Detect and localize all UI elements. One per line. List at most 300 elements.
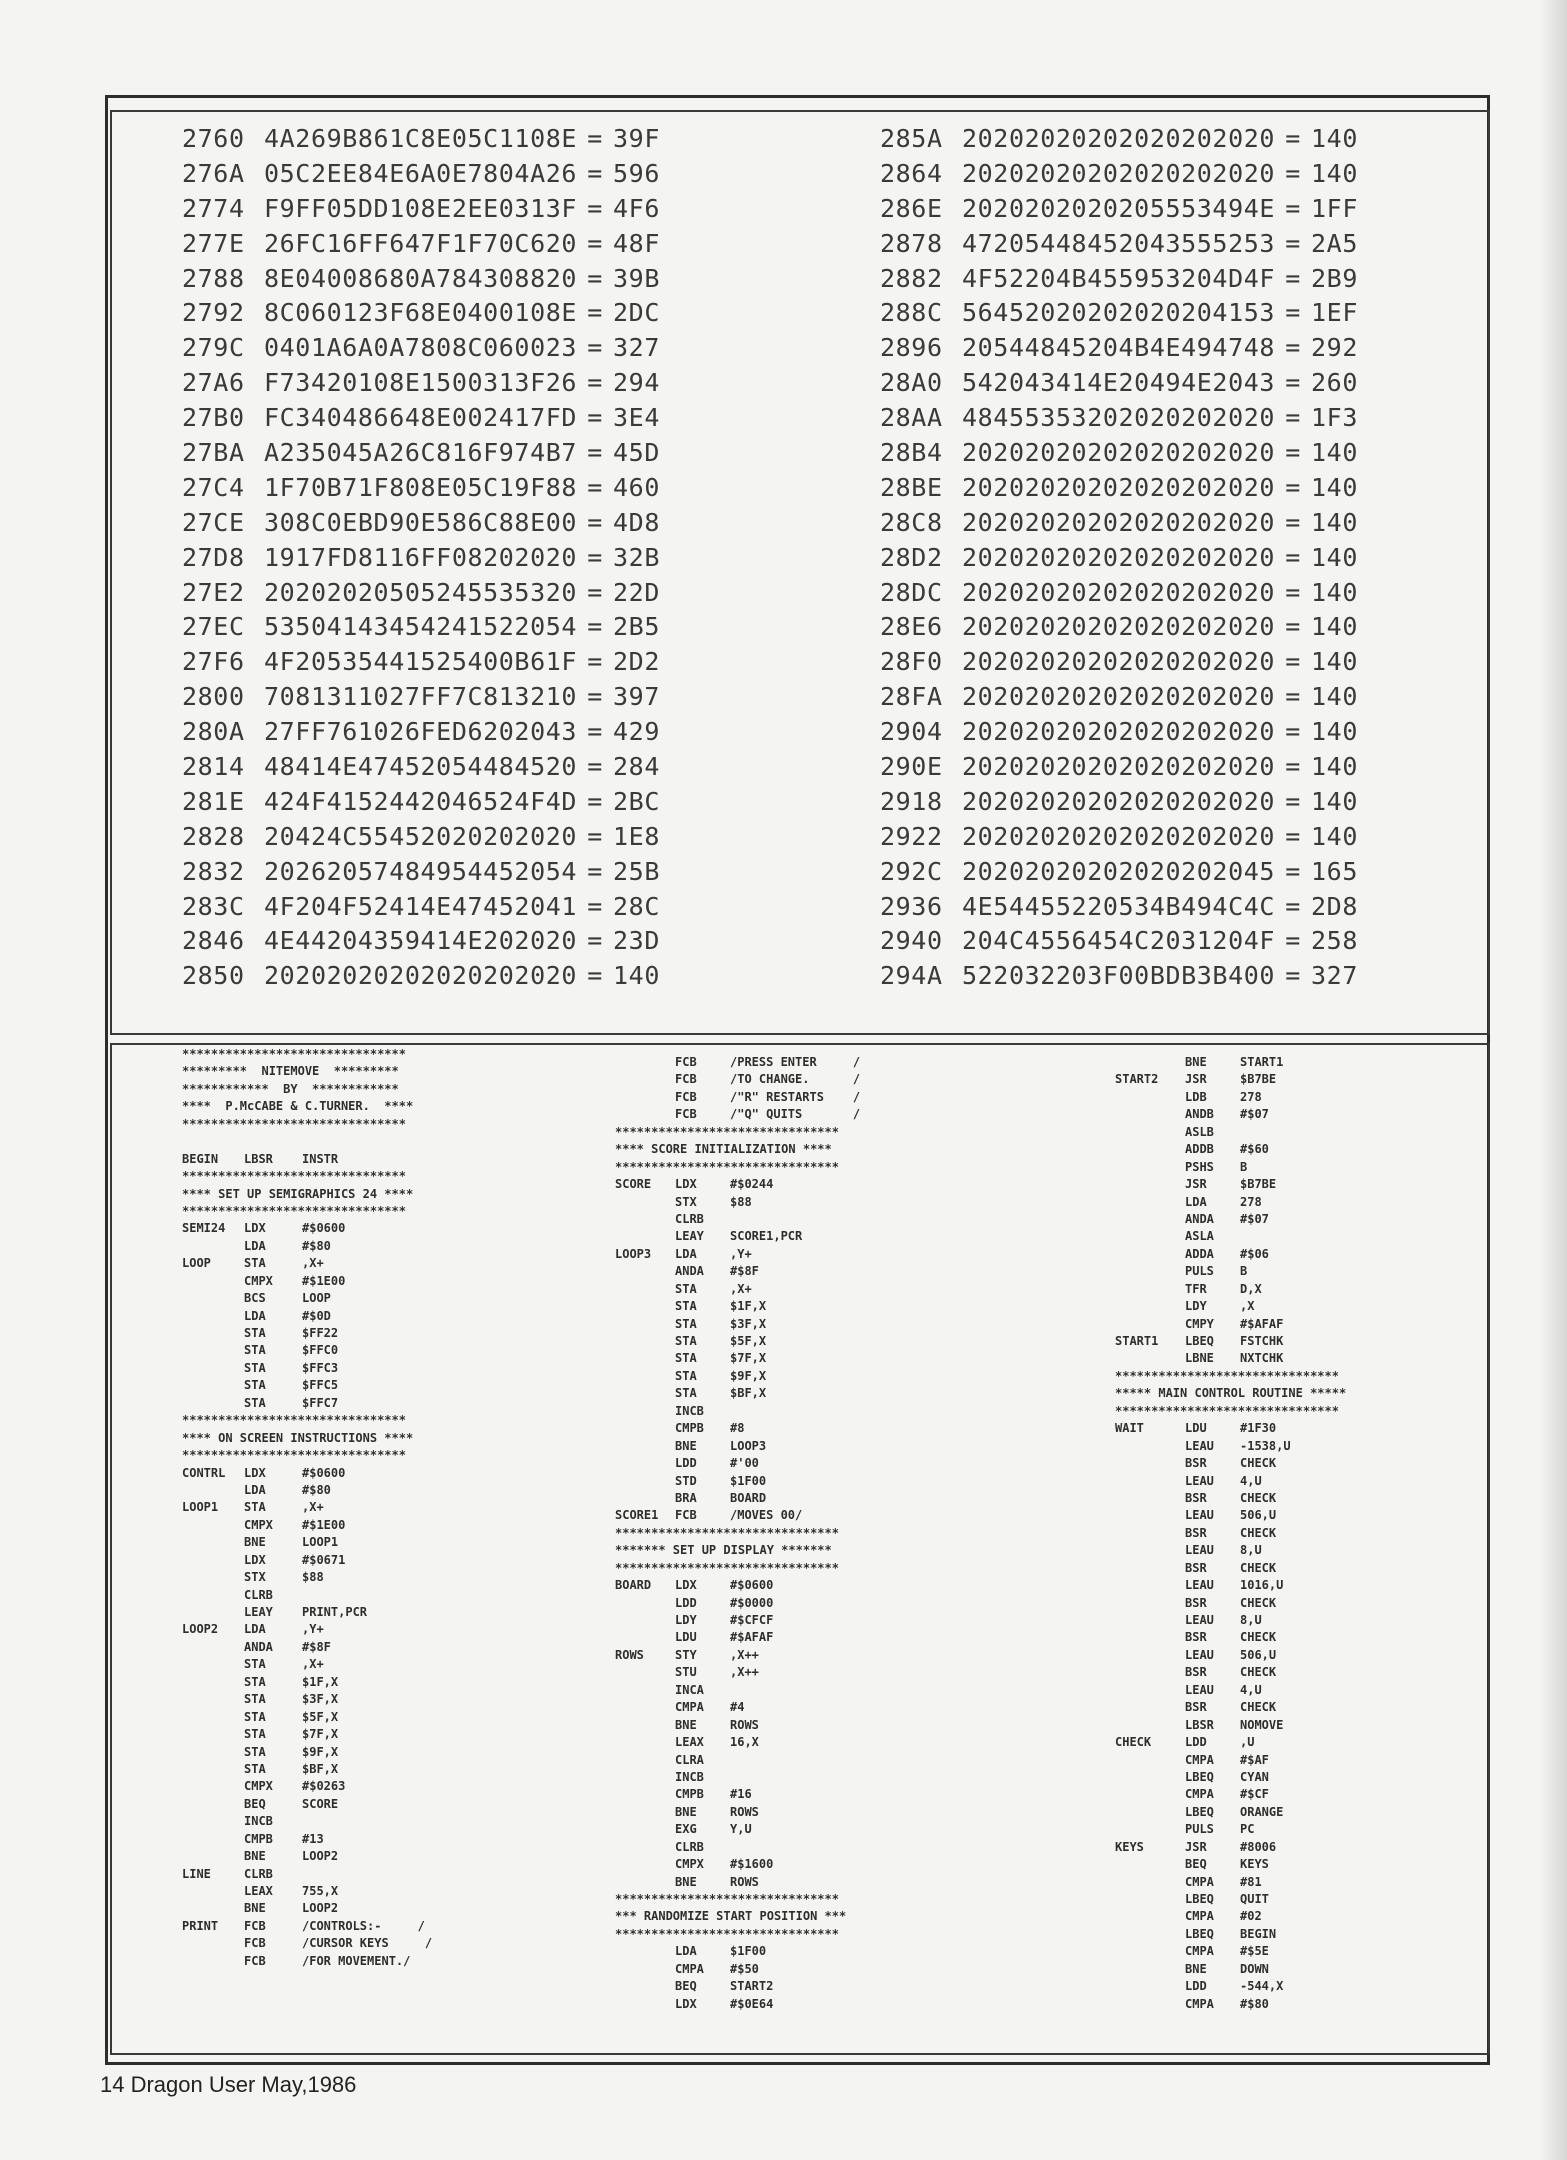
asm-operand: KEYS bbox=[1240, 1857, 1269, 1872]
asm-line bbox=[1115, 1612, 1440, 1629]
asm-opcode: CLRB bbox=[675, 1839, 704, 1854]
equals-sign: = bbox=[1285, 926, 1301, 956]
hex-row bbox=[880, 855, 1358, 890]
asm-line bbox=[1115, 1752, 1440, 1769]
asm-line bbox=[615, 1786, 960, 1803]
asm-opcode: LDX bbox=[244, 1221, 266, 1236]
hex-address: 294A bbox=[880, 961, 943, 991]
asm-operand: QUIT bbox=[1240, 1892, 1269, 1906]
asm-line bbox=[182, 1674, 492, 1691]
asm-line bbox=[615, 1298, 960, 1315]
asm-opcode: STA bbox=[244, 1500, 266, 1515]
asm-opcode: STA bbox=[244, 1657, 266, 1672]
asm-opcode: BEQ bbox=[1185, 1857, 1207, 1872]
asm-line bbox=[1115, 1804, 1440, 1821]
asm-operand: /CONTROLS:- / bbox=[302, 1918, 425, 1933]
asm-line bbox=[615, 1647, 960, 1664]
hex-row bbox=[182, 924, 660, 959]
hex-row bbox=[880, 785, 1358, 820]
asm-label: LOOP2 bbox=[182, 1622, 219, 1637]
asm-comment-banner: **** P.McCABE & C.TURNER. **** bbox=[182, 1099, 414, 1114]
equals-sign: = bbox=[1285, 507, 1301, 537]
equals-sign: = bbox=[1285, 542, 1301, 572]
asm-line bbox=[1115, 1124, 1440, 1141]
hex-data: 308C0EBD90E586C88E00 bbox=[264, 507, 578, 537]
hex-data: 20202020202020202020 bbox=[962, 752, 1276, 782]
asm-operand: #$0600 bbox=[302, 1221, 346, 1236]
asm-label: CONTRL bbox=[182, 1465, 226, 1480]
asm-operand: NXTCHK bbox=[1240, 1351, 1284, 1366]
hex-data: 1F70B71F808E05C19F88 bbox=[264, 472, 578, 502]
asm-line bbox=[615, 1891, 960, 1908]
equals-sign: = bbox=[587, 926, 603, 956]
asm-opcode: LDX bbox=[675, 1996, 697, 2011]
hex-row bbox=[182, 890, 660, 925]
hex-row bbox=[880, 331, 1358, 366]
hex-data: 20202020202020202020 bbox=[962, 438, 1276, 468]
asm-operand: #$5E bbox=[1240, 1944, 1269, 1959]
asm-operand: $1F00 bbox=[730, 1473, 767, 1488]
asm-opcode: CMPY bbox=[1185, 1316, 1214, 1331]
hex-row bbox=[182, 855, 660, 890]
hex-checksum: 32B bbox=[613, 542, 660, 572]
asm-operand: ORANGE bbox=[1240, 1804, 1284, 1819]
hex-checksum: 294 bbox=[613, 368, 660, 398]
hex-checksum: 2D8 bbox=[1311, 891, 1358, 921]
asm-opcode: CMPA bbox=[1185, 1787, 1214, 1802]
asm-operand: LOOP3 bbox=[730, 1438, 767, 1453]
hex-row bbox=[182, 122, 660, 157]
equals-sign: = bbox=[587, 472, 603, 502]
asm-line bbox=[615, 1769, 960, 1786]
hex-data: 0401A6A0A7808C060023 bbox=[264, 333, 578, 363]
hex-row bbox=[182, 366, 660, 401]
asm-opcode: BNE bbox=[1185, 1961, 1207, 1976]
asm-opcode: TFR bbox=[1185, 1281, 1207, 1296]
asm-line bbox=[1115, 1263, 1440, 1280]
asm-label: SCORE bbox=[615, 1177, 652, 1192]
asm-opcode: LBEQ bbox=[1185, 1769, 1214, 1784]
asm-operand: $88 bbox=[730, 1194, 752, 1209]
asm-line bbox=[1115, 1961, 1440, 1978]
equals-sign: = bbox=[587, 228, 603, 258]
asm-opcode: BSR bbox=[1185, 1595, 1207, 1610]
hex-address: 27BA bbox=[182, 438, 245, 468]
hex-checksum: 22D bbox=[613, 577, 660, 607]
equals-sign: = bbox=[1285, 647, 1301, 677]
asm-label: SEMI24 bbox=[182, 1221, 226, 1236]
asm-line bbox=[1115, 1786, 1440, 1803]
asm-line bbox=[615, 1211, 960, 1228]
asm-line bbox=[182, 1778, 492, 1795]
asm-operand: 755,X bbox=[302, 1884, 339, 1898]
asm-line bbox=[182, 1133, 492, 1150]
asm-line bbox=[182, 1273, 492, 1290]
hex-address: 28C8 bbox=[880, 507, 943, 537]
asm-opcode: LEAY bbox=[675, 1229, 704, 1244]
asm-line bbox=[615, 1560, 960, 1577]
asm-line bbox=[615, 1734, 960, 1751]
hex-row bbox=[880, 157, 1358, 192]
asm-opcode: LDA bbox=[675, 1944, 697, 1959]
asm-line bbox=[615, 1612, 960, 1629]
asm-opcode: CMPA bbox=[1185, 1752, 1214, 1767]
hex-address: 286E bbox=[880, 193, 943, 223]
asm-line bbox=[615, 1542, 960, 1559]
asm-comment-banner: ******************************* bbox=[182, 1413, 406, 1428]
equals-sign: = bbox=[1285, 193, 1301, 223]
asm-line bbox=[1115, 1577, 1440, 1594]
asm-comment-banner: ******************************* bbox=[615, 1926, 839, 1941]
asm-opcode: LDY bbox=[675, 1613, 697, 1627]
hex-checksum: 39B bbox=[613, 263, 660, 293]
asm-opcode: STA bbox=[244, 1395, 266, 1410]
hex-checksum: 2D2 bbox=[613, 647, 660, 677]
asm-line bbox=[182, 1848, 492, 1865]
asm-operand: START1 bbox=[1240, 1055, 1284, 1069]
asm-opcode: STA bbox=[675, 1351, 697, 1366]
asm-opcode: BNE bbox=[675, 1717, 697, 1732]
hex-checksum: 45D bbox=[613, 438, 660, 468]
asm-line bbox=[1115, 1891, 1440, 1908]
asm-opcode: CMPA bbox=[675, 1961, 704, 1976]
asm-opcode: LEAU bbox=[1185, 1613, 1214, 1627]
hex-row bbox=[880, 471, 1358, 506]
asm-opcode: LEAU bbox=[1185, 1543, 1214, 1558]
asm-opcode: LEAU bbox=[1185, 1473, 1214, 1488]
asm-operand: #1F30 bbox=[1240, 1421, 1277, 1436]
asm-operand: #$07 bbox=[1240, 1211, 1269, 1226]
asm-opcode: CMPX bbox=[675, 1857, 704, 1872]
hex-checksum: 23D bbox=[613, 926, 660, 956]
asm-operand: $5F,X bbox=[302, 1709, 339, 1724]
asm-opcode: INCB bbox=[675, 1403, 704, 1418]
asm-opcode: FCB bbox=[675, 1072, 697, 1087]
hex-address: 2940 bbox=[880, 926, 943, 956]
hex-address: 28F0 bbox=[880, 647, 943, 677]
asm-operand: ,X bbox=[1240, 1299, 1255, 1314]
equals-sign: = bbox=[1285, 752, 1301, 782]
asm-line bbox=[1115, 1507, 1440, 1524]
asm-operand: $FFC0 bbox=[302, 1343, 339, 1358]
asm-opcode: LDD bbox=[1185, 1735, 1207, 1750]
asm-line bbox=[615, 1804, 960, 1821]
asm-line bbox=[1115, 1542, 1440, 1559]
hex-data: 48455353202020202020 bbox=[962, 403, 1276, 433]
asm-operand: LOOP2 bbox=[302, 1849, 339, 1864]
asm-opcode: BNE bbox=[675, 1438, 697, 1453]
hex-data: 4F20535441525400B61F bbox=[264, 647, 578, 677]
hex-address: 27D8 bbox=[182, 542, 245, 572]
hex-row bbox=[182, 436, 660, 471]
hex-checksum: 2A5 bbox=[1311, 228, 1358, 258]
hex-address: 2814 bbox=[182, 752, 245, 782]
asm-operand: ,X+ bbox=[302, 1500, 324, 1515]
asm-line bbox=[182, 1552, 492, 1569]
hex-address: 2800 bbox=[182, 682, 245, 712]
asm-operand: #$0263 bbox=[302, 1779, 346, 1794]
asm-opcode: LDD bbox=[675, 1456, 697, 1471]
asm-label: KEYS bbox=[1115, 1839, 1144, 1854]
asm-operand: CHECK bbox=[1240, 1665, 1277, 1680]
asm-opcode: LEAX bbox=[675, 1735, 704, 1750]
hex-address: 285A bbox=[880, 124, 943, 153]
hex-row bbox=[880, 436, 1358, 471]
asm-line bbox=[1115, 1246, 1440, 1263]
asm-comment-banner: **** SET UP SEMIGRAPHICS 24 **** bbox=[182, 1186, 414, 1201]
asm-opcode: LDA bbox=[244, 1308, 266, 1323]
hex-address: 27F6 bbox=[182, 647, 245, 677]
hex-checksum: 1EF bbox=[1311, 298, 1358, 328]
hex-data: 48414E47452054484520 bbox=[264, 752, 578, 782]
equals-sign: = bbox=[1285, 961, 1301, 991]
hex-data: FC340486648E002417FD bbox=[264, 403, 578, 433]
asm-comment-banner: ******************************* bbox=[1115, 1403, 1339, 1418]
asm-line bbox=[615, 1455, 960, 1472]
asm-opcode: STA bbox=[244, 1744, 266, 1759]
asm-opcode: FCB bbox=[675, 1107, 697, 1122]
hex-address: 288C bbox=[880, 298, 943, 328]
asm-opcode: FCB bbox=[244, 1936, 266, 1951]
hex-row bbox=[880, 820, 1358, 855]
hex-data: 20202020202020202045 bbox=[962, 856, 1276, 886]
asm-operand: #8 bbox=[730, 1421, 745, 1436]
asm-comment-banner: ******************************* bbox=[182, 1203, 406, 1218]
asm-opcode: LDX bbox=[675, 1578, 697, 1593]
asm-opcode: BSR bbox=[1185, 1560, 1207, 1575]
hex-checksum: 460 bbox=[613, 472, 660, 502]
hex-data: 424F4152442046524F4D bbox=[264, 786, 578, 816]
asm-line bbox=[1115, 1839, 1440, 1856]
asm-line bbox=[182, 1534, 492, 1551]
asm-line bbox=[1115, 1071, 1440, 1088]
hex-checksum: 2BC bbox=[613, 786, 660, 816]
hex-checksum: 140 bbox=[1311, 612, 1358, 642]
asm-operand: #$1E00 bbox=[302, 1517, 346, 1532]
asm-line bbox=[1115, 1211, 1440, 1228]
asm-operand: NOMOVE bbox=[1240, 1717, 1284, 1732]
asm-line bbox=[182, 1098, 492, 1115]
asm-opcode: STA bbox=[244, 1692, 266, 1707]
asm-comment-banner: ******************************* bbox=[615, 1560, 839, 1575]
asm-opcode: CMPX bbox=[244, 1779, 273, 1794]
hex-checksum: 292 bbox=[1311, 333, 1358, 363]
equals-sign: = bbox=[587, 368, 603, 398]
hex-address: 290E bbox=[880, 752, 943, 782]
asm-operand: ,X++ bbox=[730, 1647, 759, 1662]
asm-label: PRINT bbox=[182, 1918, 219, 1933]
asm-operand: ,Y+ bbox=[302, 1622, 324, 1637]
asm-line bbox=[182, 1465, 492, 1482]
asm-operand: #$0671 bbox=[302, 1552, 346, 1567]
asm-opcode: BNE bbox=[1185, 1055, 1207, 1069]
asm-line bbox=[615, 1943, 960, 1960]
asm-line bbox=[182, 1761, 492, 1778]
asm-operand: BEGIN bbox=[1240, 1926, 1277, 1941]
asm-operand: LOOP1 bbox=[302, 1535, 339, 1550]
asm-comment-banner: ******************************* bbox=[615, 1525, 839, 1540]
asm-opcode: LDU bbox=[675, 1630, 697, 1645]
equals-sign: = bbox=[1285, 368, 1301, 398]
asm-line bbox=[182, 1325, 492, 1342]
asm-opcode: JSR bbox=[1185, 1177, 1207, 1192]
asm-line bbox=[1115, 1159, 1440, 1176]
asm-operand: 278 bbox=[1240, 1194, 1262, 1209]
hex-checksum: 140 bbox=[1311, 786, 1358, 816]
asm-opcode: CLRA bbox=[675, 1752, 704, 1767]
equals-sign: = bbox=[587, 403, 603, 433]
hex-address: 28A0 bbox=[880, 368, 943, 398]
asm-line bbox=[182, 1709, 492, 1726]
asm-line bbox=[1115, 1978, 1440, 1995]
asm-label: LOOP bbox=[182, 1256, 211, 1271]
asm-operand: CHECK bbox=[1240, 1456, 1277, 1471]
asm-operand: CHECK bbox=[1240, 1560, 1277, 1575]
asm-operand: $5F,X bbox=[730, 1334, 767, 1348]
asm-line bbox=[1115, 1682, 1440, 1699]
hex-row bbox=[880, 680, 1358, 715]
asm-opcode: STY bbox=[675, 1647, 697, 1662]
asm-comment-banner: ******************************* bbox=[182, 1448, 406, 1463]
hex-data: 8C060123F68E0400108E bbox=[264, 298, 578, 328]
hex-address: 2882 bbox=[880, 263, 943, 293]
equals-sign: = bbox=[587, 542, 603, 572]
asm-line bbox=[1115, 1385, 1440, 1402]
asm-opcode: CMPX bbox=[244, 1273, 273, 1288]
asm-operand: START2 bbox=[730, 1979, 774, 1994]
equals-sign: = bbox=[587, 577, 603, 607]
asm-opcode: ANDA bbox=[244, 1639, 273, 1654]
asm-operand: $1F00 bbox=[730, 1944, 767, 1959]
asm-operand: SCORE1,PCR bbox=[730, 1229, 803, 1244]
hex-checksum: 165 bbox=[1311, 856, 1358, 886]
hex-data: 20202020202020202020 bbox=[962, 821, 1276, 851]
equals-sign: = bbox=[587, 891, 603, 921]
asm-line bbox=[182, 1342, 492, 1359]
asm-opcode: STA bbox=[675, 1386, 697, 1401]
asm-line bbox=[1115, 1717, 1440, 1734]
asm-line bbox=[182, 1238, 492, 1255]
asm-line bbox=[182, 1081, 492, 1098]
asm-line bbox=[615, 1333, 960, 1350]
asm-label: LINE bbox=[182, 1866, 211, 1881]
asm-line bbox=[1115, 1943, 1440, 1960]
asm-operand: PC bbox=[1240, 1822, 1255, 1837]
hex-checksum: 3E4 bbox=[613, 403, 660, 433]
hex-address: 27EC bbox=[182, 612, 245, 642]
asm-line bbox=[182, 1953, 492, 1970]
asm-opcode: ADDB bbox=[1185, 1142, 1214, 1157]
asm-operand: $3F,X bbox=[730, 1316, 767, 1331]
asm-line bbox=[615, 1839, 960, 1856]
asm-opcode: STX bbox=[675, 1194, 697, 1209]
asm-label: START2 bbox=[1115, 1072, 1159, 1087]
asm-opcode: LDA bbox=[244, 1238, 266, 1253]
asm-operand: /TO CHANGE. / bbox=[730, 1072, 861, 1087]
asm-operand: $BF,X bbox=[302, 1761, 339, 1776]
hex-address: 2846 bbox=[182, 926, 245, 956]
hex-row bbox=[880, 262, 1358, 297]
asm-opcode: CMPA bbox=[1185, 1996, 1214, 2011]
hex-row bbox=[182, 576, 660, 611]
asm-opcode: LEAU bbox=[1185, 1647, 1214, 1662]
asm-operand: #$CFCF bbox=[730, 1613, 774, 1627]
asm-opcode: LBSR bbox=[1185, 1717, 1214, 1732]
asm-opcode: CMPX bbox=[244, 1517, 273, 1532]
assembly-column-1 bbox=[182, 1046, 492, 1970]
asm-opcode: LBEQ bbox=[1185, 1892, 1214, 1906]
asm-line bbox=[615, 1194, 960, 1211]
hex-address: 28FA bbox=[880, 682, 943, 712]
hex-data: 20202020202020202020 bbox=[962, 612, 1276, 642]
asm-line bbox=[615, 1141, 960, 1158]
equals-sign: = bbox=[1285, 682, 1301, 712]
asm-line bbox=[615, 1507, 960, 1524]
asm-line bbox=[615, 1682, 960, 1699]
asm-label: WAIT bbox=[1115, 1421, 1144, 1436]
asm-line bbox=[615, 1106, 960, 1123]
asm-operand: BOARD bbox=[730, 1490, 767, 1505]
asm-opcode: EXG bbox=[675, 1822, 697, 1837]
asm-line bbox=[615, 1961, 960, 1978]
asm-line bbox=[1115, 1908, 1440, 1925]
assembly-column-3 bbox=[1115, 1054, 1440, 2013]
hex-data: 20202020202020202020 bbox=[264, 961, 578, 991]
hex-address: 2904 bbox=[880, 717, 943, 747]
hex-row bbox=[880, 122, 1358, 157]
asm-operand: 506,U bbox=[1240, 1508, 1277, 1523]
asm-opcode: FCB bbox=[675, 1508, 697, 1523]
hex-row bbox=[182, 227, 660, 262]
hex-address: 2896 bbox=[880, 333, 943, 363]
asm-comment-banner: **** ON SCREEN INSTRUCTIONS **** bbox=[182, 1430, 414, 1445]
hex-row bbox=[182, 506, 660, 541]
hex-row bbox=[182, 331, 660, 366]
hex-checksum: 140 bbox=[1311, 821, 1358, 851]
hex-data: 7081311027FF7C813210 bbox=[264, 682, 578, 712]
asm-line bbox=[615, 1595, 960, 1612]
asm-comment-banner: ********* NITEMOVE ********* bbox=[182, 1064, 399, 1079]
hex-checksum: 28C bbox=[613, 891, 660, 921]
asm-line bbox=[1115, 1403, 1440, 1420]
asm-label: LOOP3 bbox=[615, 1246, 652, 1261]
asm-line bbox=[1115, 1176, 1440, 1193]
hex-checksum: 140 bbox=[1311, 542, 1358, 572]
hex-data: 53504143454241522054 bbox=[264, 612, 578, 642]
asm-line bbox=[182, 1255, 492, 1272]
asm-line bbox=[615, 1629, 960, 1646]
asm-operand: ,Y+ bbox=[730, 1246, 752, 1261]
asm-operand: #$80 bbox=[1240, 1996, 1269, 2011]
asm-operand: $FFC5 bbox=[302, 1378, 339, 1393]
asm-operand: ,X++ bbox=[730, 1665, 759, 1680]
asm-line bbox=[182, 1796, 492, 1813]
hex-address: 2922 bbox=[880, 821, 943, 851]
asm-comment-banner: **** SCORE INITIALIZATION **** bbox=[615, 1142, 832, 1157]
equals-sign: = bbox=[1285, 333, 1301, 363]
asm-line bbox=[1115, 1298, 1440, 1315]
asm-line bbox=[615, 1996, 960, 2013]
asm-line bbox=[1115, 1106, 1440, 1123]
hex-row bbox=[182, 401, 660, 436]
asm-opcode: FCB bbox=[244, 1953, 266, 1968]
asm-label: LOOP1 bbox=[182, 1500, 219, 1515]
asm-operand: D,X bbox=[1240, 1281, 1262, 1296]
hex-address: 28D2 bbox=[880, 542, 943, 572]
hex-address: 2878 bbox=[880, 228, 943, 258]
asm-operand: 8,U bbox=[1240, 1543, 1262, 1558]
asm-line bbox=[615, 1263, 960, 1280]
